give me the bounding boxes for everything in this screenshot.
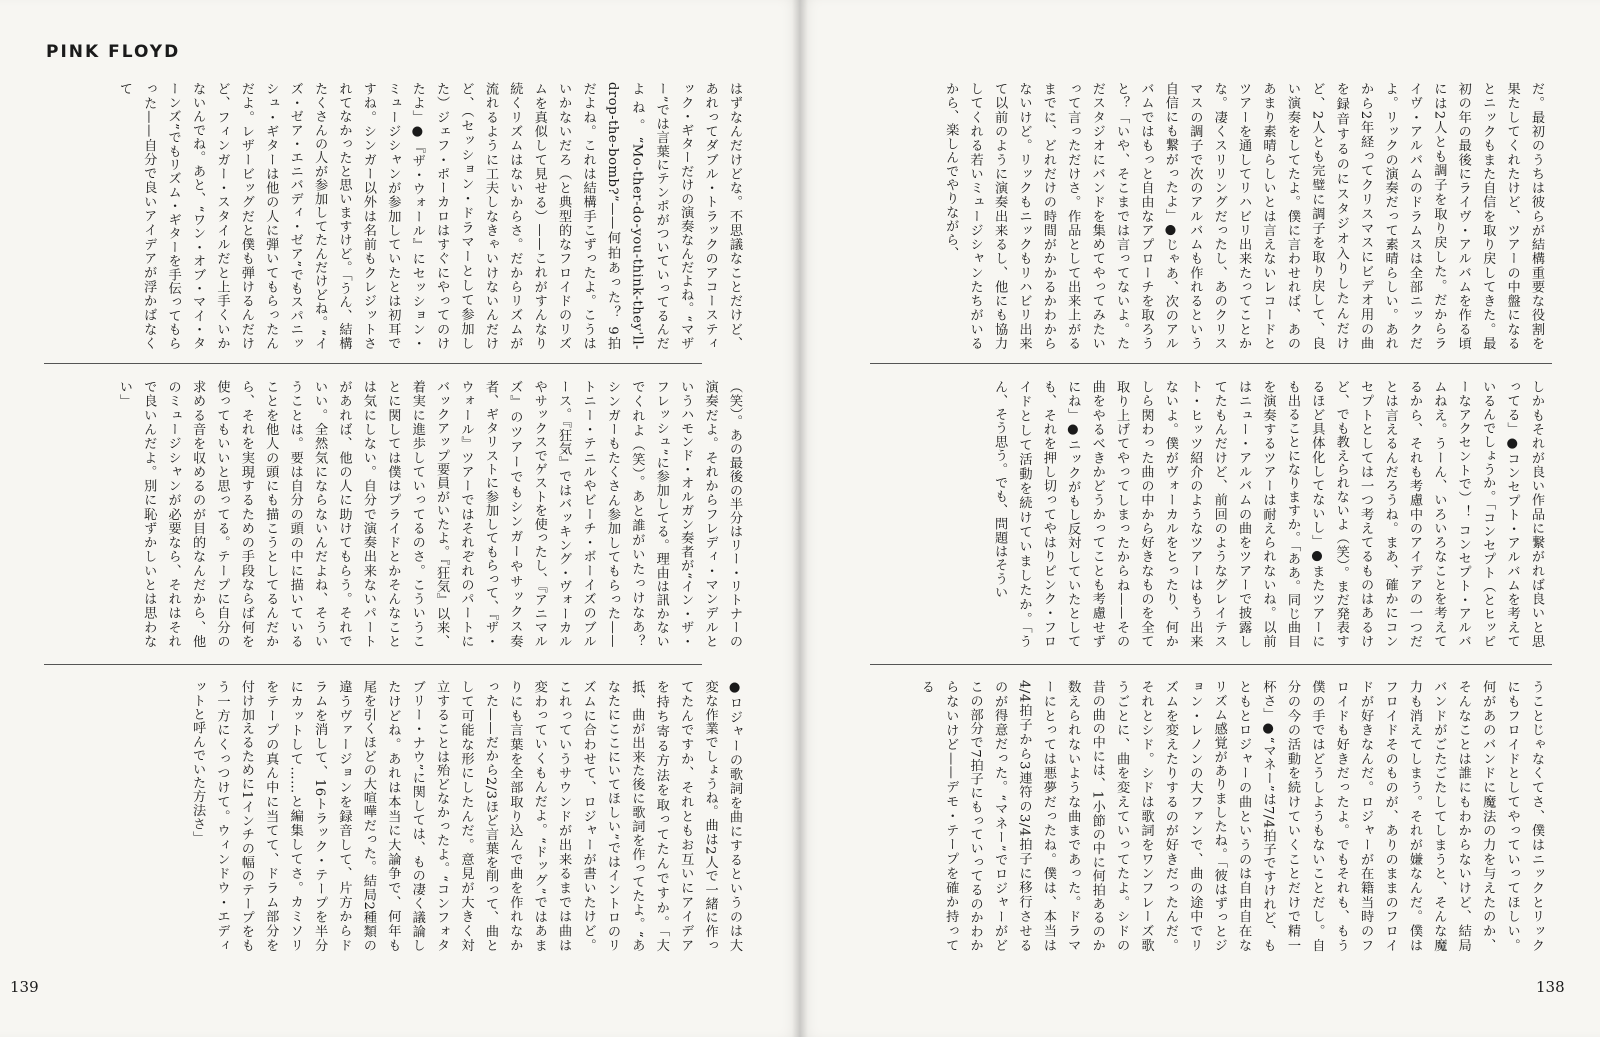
book-gutter bbox=[792, 0, 808, 1037]
page-number: 138 bbox=[1536, 978, 1565, 996]
tier-divider bbox=[44, 363, 702, 364]
page-number: 139 bbox=[10, 978, 39, 996]
running-header: PINK FLOYD bbox=[46, 42, 181, 62]
text-tier-middle: （笑）。あの最後の半分はリー・リトナーの演奏だよ。それからフレディ・マンデルというハモンド・オルガン奏者が“イン・ザ・フレッシュ”に参加してる。理由は訊かないでくれよ（笑）。あと誰がいたっけなあ？ シンガーもたくさん参加してもらった——トニー・テニルやビーチ・ボーイズのブルース。『狂気』ではバッキング・ヴォーカルやサックスでゲストを使ったし、『アニマルズ』のツアーでもシンガーやサックス奏者、ギタリストに参加してもらって、『ザ・ウォール』ツアーではそれぞれのパートにバックアップ要員がいたよ。『狂気』以来、着実に進歩していってるのさ。こういうことに関しては僕はプライドとかそんなことは気にしない。自分で演奏出来ないパートがあれば、他の人に助けてもらう。それでいい。全然気にならないんだよね、そういうことは。要は自分の頭の中に描いていることを他人の頭にも描こうとしてるんだから、それを実現するための手段ならば何を使ってもいいと思ってる。テープに自分の求める音を収めるのが目的なんだから、他のミュージシャンが必要なら、それはそれで良いんだよ。別に恥ずかしいとは思わない」 bbox=[116, 380, 742, 648]
tier-divider bbox=[870, 664, 1552, 665]
text-tier-top: だ。最初のうちは彼らが結構重要な役割を果たしてくれたけど、ツアーの中盤になるとニックもまた自信を取り戻してきた。最初の年の最後にライヴ・アルバムを作る頃には2人とも調子を取り戻した。だからライヴ・アルバムのドラムスは全部ニックだよ。リックの演奏だって素晴らしい。あれから2年経ってクリスマスにビデオ用の曲を録音するのにスタジオ入りしたんだけど、2人とも完璧に調子を取り戻して、良い演奏をしてたよ。僕に言わせれば、あのあまり素晴らしいとは言えないレコードとツアーを通してリハビリ出来たってことかな。凄くスリリングだったし、あのクリスマスの調子で次のアルバムも作れるという自信にも繋がったよ」●じゃあ、次のアルバムではもっと自由なアプローチを取ろうと？「いや、そこまでは言ってないよ。ただスタジオにバンドを集めてやってみたいって言っただけさ。作品として出来上がるまでに、どれだけの時間がかかるかわからないけど。リックもニックもリハビリ出来て以前のように演奏出来るし、他にも協力してくれる若いミュージシャンたちがいるから、楽しんでやりながら、 bbox=[943, 82, 1544, 350]
text-tier-top: はずなんだけどな。不思議なことだけど、あれってダブル・トラックのアコースティック・ギターだけの演奏なんだよね。“マザー”では言葉にテンポがついていってるんだよね。“Mo-ther-do-you-think-they'll-drop-the-bomb?”——何拍あった？ 9拍だよね。これは結構手こずったよ。こうはいかないだろ（と典型的なフロイドのリズムを真似して見せる）——これがすんなり続くリズムはないからさ。だからリズムが流れるように工夫しなきゃいけないんだけど、（セッション・ドラマーとして参加した）ジェフ・ポーカロはすぐにやってのけたよ」●『ザ・ウォール』にセッション・ミュージシャンが参加していたとは初耳ですね。シンガー以外は名前もクレジットされてなかったと思いますけど。「うん、結構たくさんの人が参加してたんだけどね。“イズ・ゼア・エニバディ・ゼア”でもスパニッシュ・ギターは他の人に弾いてもらったんだよ。レザービッグだと僕も弾けるんだけど、フィンガー・スタイルだと上手くいかないんでね。あと、“ワン・オブ・マイ・ターンズ”でもリズム・ギターを手伝ってもらった——自分で良いアイデアが浮かばなくて bbox=[116, 82, 742, 350]
right-page bbox=[800, 0, 1600, 1037]
text-tier-middle: しかもそれが良い作品に繋がれば良いと思ってる」●コンセプト・アルバムを考えているんでしょうか。「コンセプト（とヒッピーなアクセントで）！ コンセプト・アルバムねえ。うーん、いろいろなことを考えてるから、それも考慮中のアイデアの一つだとは言えるんだろうね。まあ、確かにコンセプトとしては一つ考えてるものはあるけど、でも教えられないよ（笑）。まだ発表するほど具体化してないし」●またツアーにも出ることになりますか。「ああ。同じ曲目を演奏するツアーは耐えられないね。以前はニュー・アルバムの曲をツアーで披露してたもんだけど、前回のようなグレイテスト・ヒッツ紹介のようなツアーはもう出来ないよ。僕がヴォーカルをとったり、何かしら関わった曲の中から好きなものを全て取り上げてやってしまったからね——その曲をやるべきかどうかってことも考慮せずにね」●ニックがもし反対していたとしても、それを押し切ってやはりピンク・フロイドとして活動を続けていましたか。「うん、そう思う。でも、問題はそうい bbox=[992, 380, 1544, 648]
tier-divider bbox=[870, 363, 1552, 364]
tier-divider bbox=[44, 664, 702, 665]
text-tier-bottom: うことじゃなくてさ、僕はニックとリックにもフロイドとしてやっていってほしい。何があのバンドに魔法の力を与えたのか、そんなことは誰にもわからないけど、結局バンドがごたごたしてしまうと、そんな魔力も消えてしまう。それが嫌なんだ。僕はフロイドそのものが、ありのままのフロイドが好きなんだ。ロジャーが在籍当時のフロイドも好きだったよ。でもそれも、もう僕の手ではどうしようもないことだし。自分の今の活動を続けていくことだけで精一杯さ」●“マネー”は7/4拍子ですけれど、もともとロジャーの曲というのは自由自在なリズム感覚がありましたね。「彼はずっとジョン・レノンの大ファンで、曲の途中でリズムを変えたりするのが好きだったんだ。それとシド。シドは歌詞をワンフレーズ歌うごとに、曲を変えていってたよ。シドの昔の曲の中には、1小節の中に何拍あるのか数えられないような曲まであった。ドラマーにとっては悪夢だったね。僕は、本当は4/4拍子から3連符の3/4拍子に移行させるのが得意だった。“マネー”でロジャーがどこの部分で7拍子にもっていってるのかわからないけど——デモ・テープを確か持ってる bbox=[918, 680, 1544, 952]
text-tier-bottom: ●ロジャーの歌詞を曲にするというのは大変な作業でしょうね。曲は2人で一緒に作ってたんですか、それともお互いにアイデアを持ち寄る方法を取ってたんですか。「大抵、曲が出来た後に歌詞を作ってたよ。“あなたにここにいてほしい”ではイントロのリズムに合わせて、ロジャーが書いたけど。これっていうサウンドが出来るまでは曲は変わっていくもんだよ。“ドッグ”ではあまりにも言葉を全部取り込んで曲を作れなかった——だから2/3ほど言葉を削って、曲として可能な形にしたんだ。意見が大きく対立することは殆どなかったよ。“コンフォタブリー・ナウ”に関しては、もの凄く議論したけどね。あれは本当に大論争で、何年も尾を引くほどの大喧嘩だった。結局2種類の違うヴァージョンを録音して、片方からドラムを消して、16トラック・テープを半分にカットして……と編集してさ。カミソリをテープの真ん中に当てて、ドラム部分を付け加えるために1インチの幅のテープをもう一方にくっつけて。ウィンドウ・エディットと呼んでいた方法さ」 bbox=[190, 680, 742, 952]
